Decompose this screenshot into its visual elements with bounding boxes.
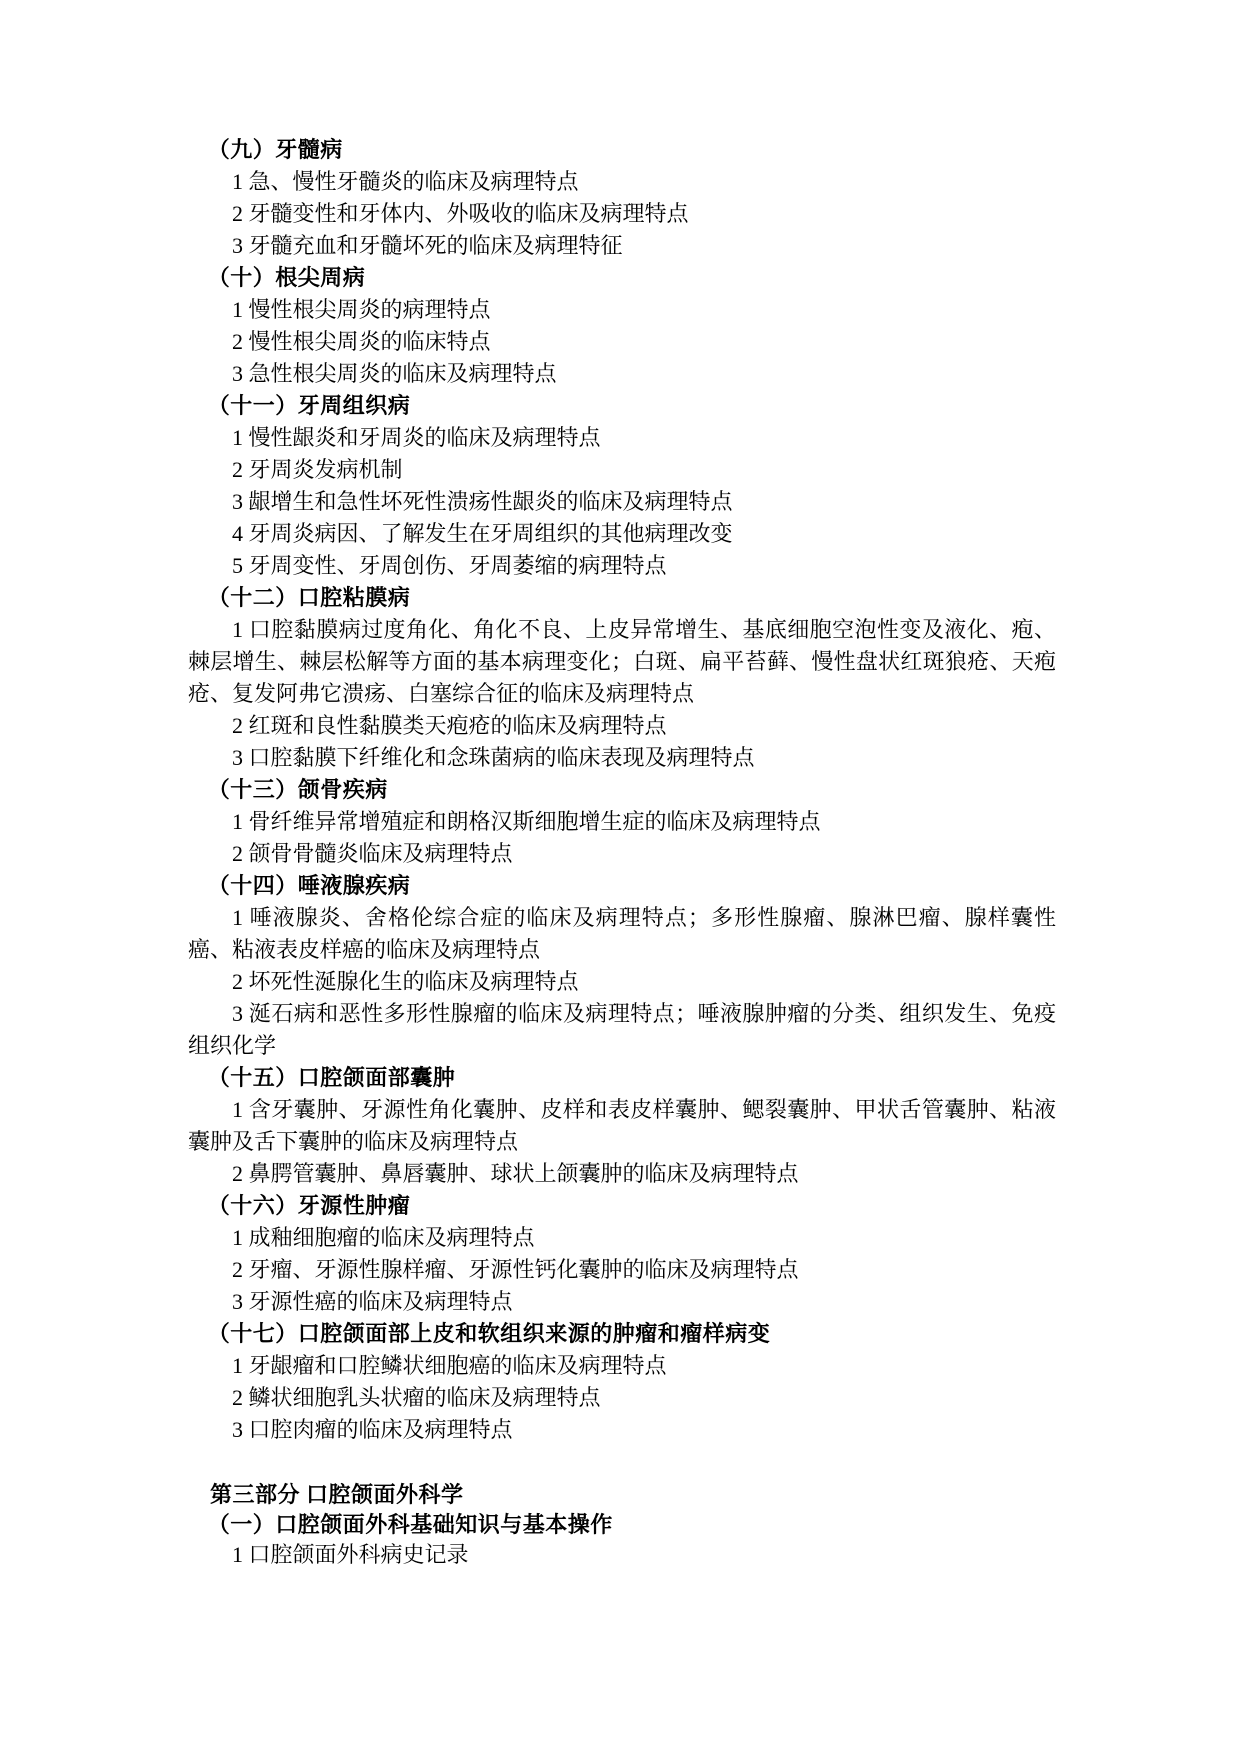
part-three-block — [188, 1480, 1056, 1570]
section-heading: （九）牙髓病 — [207, 137, 343, 162]
syllabus-item: 2 牙瘤、牙源性腺样瘤、牙源性钙化囊肿的临床及病理特点 — [232, 1257, 799, 1282]
syllabus-item: 5 牙周变性、牙周创伤、牙周萎缩的病理特点 — [232, 553, 667, 578]
syllabus-item: 1 含牙囊肿、牙源性角化囊肿、皮样和表皮样囊肿、鳃裂囊肿、甲状舌管囊肿、粘液囊肿及舌下囊肿的临床及病理特点 — [188, 1097, 1056, 1154]
section-heading: （十二）口腔粘膜病 — [207, 585, 411, 610]
part-title: 第三部分 口腔颌面外科学 — [210, 1482, 464, 1507]
syllabus-item: 2 鼻腭管囊肿、鼻唇囊肿、球状上颌囊肿的临床及病理特点 — [232, 1161, 799, 1186]
syllabus-item: 2 牙周炎发病机制 — [232, 457, 403, 482]
syllabus-item: 3 口腔肉瘤的临床及病理特点 — [232, 1417, 513, 1442]
syllabus-item: 1 成釉细胞瘤的临床及病理特点 — [232, 1225, 535, 1250]
syllabus-item: 2 鳞状细胞乳头状瘤的临床及病理特点 — [232, 1385, 601, 1410]
syllabus-item: 4 牙周炎病因、了解发生在牙周组织的其他病理改变 — [232, 521, 733, 546]
section-heading: （十六）牙源性肿瘤 — [207, 1193, 411, 1218]
syllabus-item: 1 骨纤维异常增殖症和朗格汉斯细胞增生症的临床及病理特点 — [232, 809, 821, 834]
syllabus-item: 3 牙源性癌的临床及病理特点 — [232, 1289, 513, 1314]
syllabus-item: 2 红斑和良性黏膜类天疱疮的临床及病理特点 — [232, 713, 667, 738]
syllabus-item: 3 涎石病和恶性多形性腺瘤的临床及病理特点；唾液腺肿瘤的分类、组织发生、免疫组织化学 — [188, 1001, 1056, 1058]
syllabus-item: 1 口腔黏膜病过度角化、角化不良、上皮异常增生、基底细胞空泡性变及液化、疱、棘层增生、棘层松解等方面的基本病理变化；白斑、扁平苔藓、慢性盘状红斑狼疮、天疱疮、复发阿弗它溃疡、白塞综合征的临床及病理特点 — [188, 617, 1056, 706]
syllabus-item: 1 慢性根尖周炎的病理特点 — [232, 297, 491, 322]
section-heading: （十三）颌骨疾病 — [207, 777, 388, 802]
syllabus-item: 3 牙髓充血和牙髓坏死的临床及病理特征 — [232, 233, 623, 258]
section-heading: （十一）牙周组织病 — [207, 393, 411, 418]
syllabus-item: 1 慢性龈炎和牙周炎的临床及病理特点 — [232, 425, 601, 450]
syllabus-item: 1 唾液腺炎、舍格伦综合症的临床及病理特点；多形性腺瘤、腺淋巴瘤、腺样囊性癌、粘液表皮样癌的临床及病理特点 — [188, 905, 1056, 962]
syllabus-item: 1 口腔颌面外科病史记录 — [232, 1542, 469, 1567]
section-heading: （十四）唾液腺疾病 — [207, 873, 411, 898]
syllabus-item: 2 坏死性涎腺化生的临床及病理特点 — [232, 969, 579, 994]
document-content — [188, 134, 1056, 1570]
section-heading: （一）口腔颌面外科基础知识与基本操作 — [207, 1512, 613, 1537]
section-heading: （十五）口腔颌面部囊肿 — [207, 1065, 456, 1090]
syllabus-item: 2 颌骨骨髓炎临床及病理特点 — [232, 841, 513, 866]
syllabus-item: 3 口腔黏膜下纤维化和念珠菌病的临床表现及病理特点 — [232, 745, 755, 770]
syllabus-item: 3 急性根尖周炎的临床及病理特点 — [232, 361, 557, 386]
syllabus-item: 3 龈增生和急性坏死性溃疡性龈炎的临床及病理特点 — [232, 489, 733, 514]
syllabus-item: 1 急、慢性牙髓炎的临床及病理特点 — [232, 169, 579, 194]
syllabus-item: 1 牙龈瘤和口腔鳞状细胞癌的临床及病理特点 — [232, 1353, 667, 1378]
syllabus-item: 2 慢性根尖周炎的临床特点 — [232, 329, 491, 354]
section-heading: （十）根尖周病 — [207, 265, 366, 290]
syllabus-item: 2 牙髓变性和牙体内、外吸收的临床及病理特点 — [232, 201, 689, 226]
section-heading: （十七）口腔颌面部上皮和软组织来源的肿瘤和瘤样病变 — [207, 1321, 771, 1346]
